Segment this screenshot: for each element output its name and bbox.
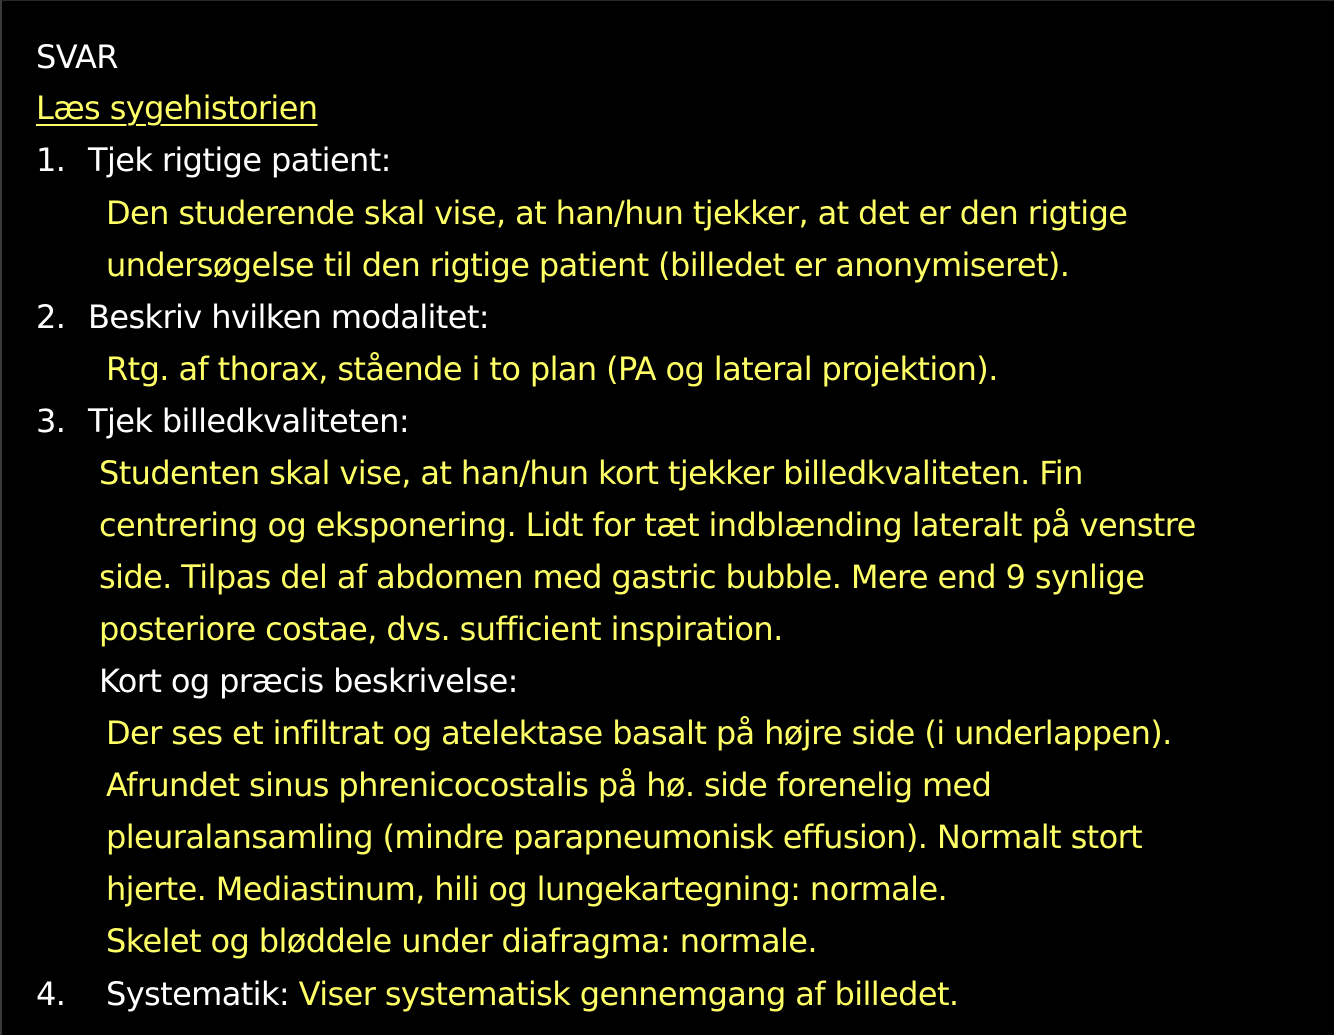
item-1-detail-line: undersøgelse til den rigtige patient (billedet er anonymiseret). xyxy=(106,246,1070,284)
item-4 xyxy=(36,968,959,1020)
item-1 xyxy=(36,134,391,186)
item-2-number: 2. xyxy=(36,298,66,336)
item-3 xyxy=(36,395,409,447)
description-line: pleuralansamling (mindre parapneumonisk effusion). Normalt stort xyxy=(106,818,1143,856)
description-line: Afrundet sinus phrenicocostalis på hø. side forenelig med xyxy=(106,766,992,804)
item-4-detail: Viser systematisk gennemgang af billedet. xyxy=(298,975,959,1013)
description-line: Der ses et infiltrat og atelektase basalt på højre side (i underlappen). xyxy=(106,714,1172,752)
item-1-label: Tjek rigtige patient: xyxy=(88,141,391,179)
item-2-detail-line: Rtg. af thorax, stående i to plan (PA og lateral projektion). xyxy=(106,350,998,388)
item-3-label: Tjek billedkvaliteten: xyxy=(88,402,410,440)
item-4-label: Systematik: xyxy=(106,975,290,1013)
item-3-detail-line: side. Tilpas del af abdomen med gastric bubble. Mere end 9 synlige xyxy=(99,558,1145,596)
item-2 xyxy=(36,291,489,343)
item-1-detail-line: Den studerende skal vise, at han/hun tjekker, at det er den rigtige xyxy=(106,194,1128,232)
slide-title: SVAR xyxy=(36,38,118,76)
item-3-detail-line: posteriore costae, dvs. sufficient inspiration. xyxy=(99,610,783,648)
item-3-detail-line: centrering og eksponering. Lidt for tæt indblænding lateralt på venstre xyxy=(99,506,1196,544)
item-3-detail-line: Studenten skal vise, at han/hun kort tjekker billedkvaliteten. Fin xyxy=(99,454,1083,492)
description-line: hjerte. Mediastinum, hili og lungekartegning: normale. xyxy=(106,870,948,908)
item-2-label: Beskriv hvilken modalitet: xyxy=(88,298,489,336)
description-label: Kort og præcis beskrivelse: xyxy=(99,662,518,700)
description-line: Skelet og bløddele under diafragma: normale. xyxy=(106,922,817,960)
item-4-number: 4. xyxy=(36,975,66,1013)
read-history-heading: Læs sygehistorien xyxy=(36,89,318,127)
item-3-number: 3. xyxy=(36,402,66,440)
item-1-number: 1. xyxy=(36,141,66,179)
